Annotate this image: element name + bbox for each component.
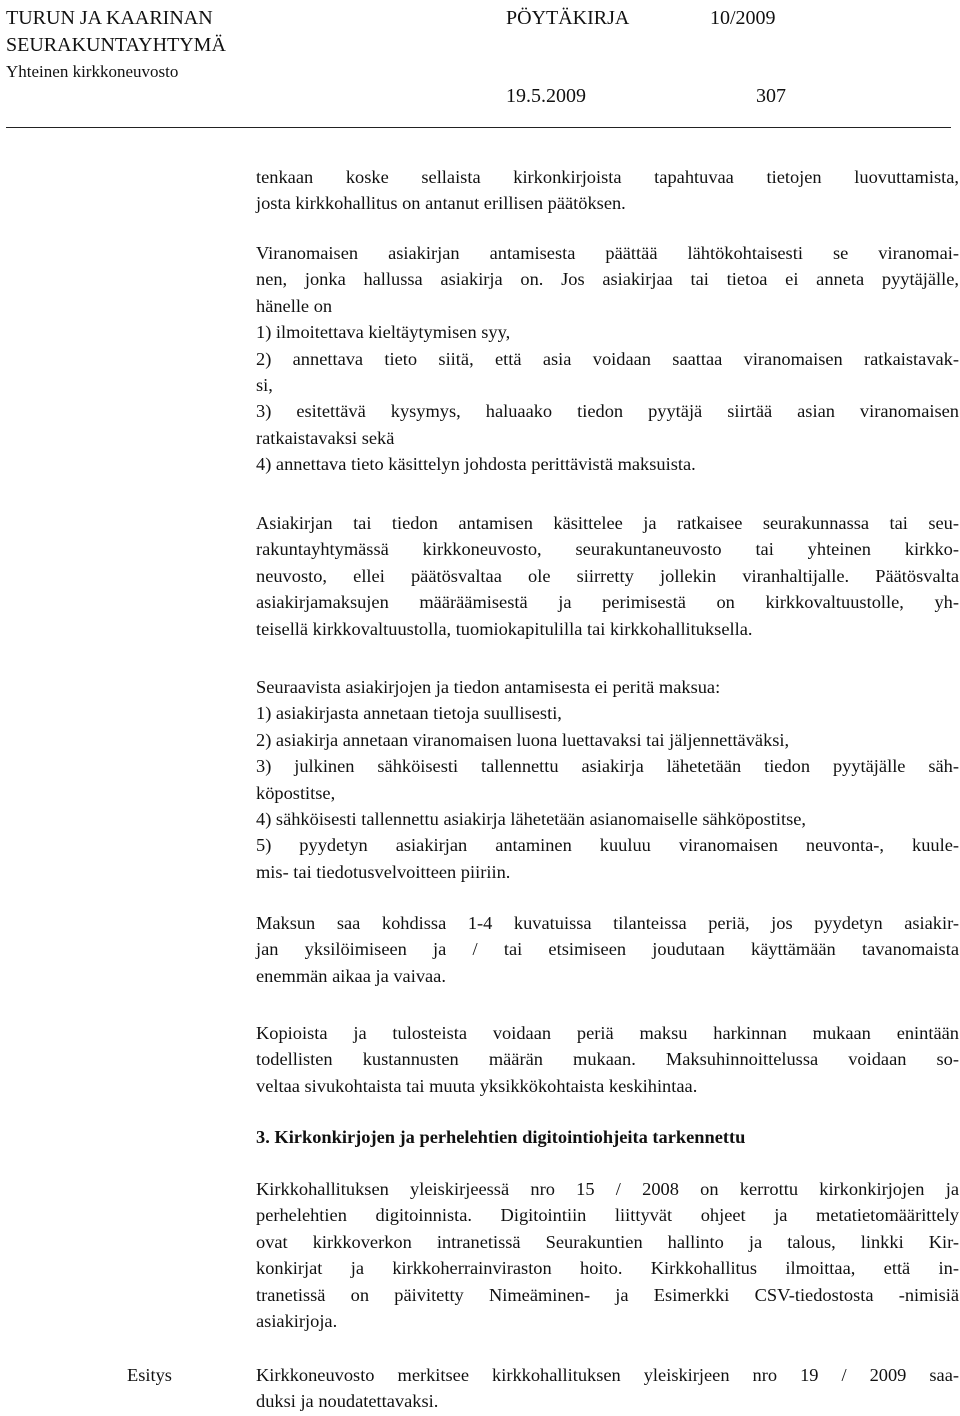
- document-type: PÖYTÄKIRJA: [506, 7, 630, 29]
- text-line: Viranomaisen asiakirjan antamisesta päättää lähtökohtaisesti se viranomai-: [256, 243, 959, 263]
- text-line: veltaa sivukohtaista tai muuta yksikkökohtaista keskihintaa.: [256, 1075, 698, 1096]
- paragraph-3: [256, 510, 959, 642]
- text-line: tranetissä on päivitetty Nimeäminen- ja Esimerkki CSV-tiedostosta -nimisiä: [256, 1284, 959, 1305]
- paragraph-5: [256, 910, 959, 989]
- text-line: tenkaan koske sellaista kirkonkirjoista tapahtuvaa tietojen luovuttamista,: [256, 167, 959, 187]
- proposal-text: [256, 1362, 959, 1415]
- text-line: josta kirkkohallitus on antanut erillisen päätöksen.: [256, 193, 626, 214]
- text-line: Kopioista ja tulosteista voidaan periä maksu harkinnan mukaan enintään: [256, 1023, 959, 1043]
- proposal-label: Esitys: [127, 1365, 172, 1385]
- text-line: Kirkkohallituksen yleiskirjeessä nro 15 / 2008 on kerrottu kirkonkirjojen ja: [256, 1179, 959, 1199]
- org-name-line2: SEURAKUNTAYHTYMÄ: [6, 34, 226, 56]
- text-line: nen, jonka hallussa asiakirja on. Jos asiakirjaa tai tietoa ei anneta pyytäjälle,: [256, 269, 959, 290]
- header-divider: [6, 127, 951, 128]
- text-line: mis- tai tiedotusvelvoitteen piiriin.: [256, 861, 511, 882]
- document-number: 10/2009: [710, 7, 776, 29]
- text-line: teisellä kirkkovaltuustolla, tuomiokapitulilla tai kirkkohallituksella.: [256, 618, 753, 639]
- meeting-date: 19.5.2009: [506, 85, 586, 107]
- paragraph-1: [256, 164, 959, 217]
- paragraph-2: [256, 240, 959, 478]
- text-line: konkirjat ja kirkkoherrainviraston hoito. Kirkkohallitus ilmoittaa, että in-: [256, 1258, 959, 1279]
- paragraph-6: [256, 1020, 959, 1099]
- text-line: rakuntayhtymässä kirkkoneuvosto, seurakuntaneuvosto tai yhteinen kirkko-: [256, 539, 959, 560]
- text-line: 1) asiakirjasta annetaan tietoja suullisesti,: [256, 703, 562, 724]
- section-heading: 3. Kirkonkirjojen ja perhelehtien digitointiohjeita tarkennettu: [256, 1127, 746, 1147]
- text-line: ratkaistavaksi sekä: [256, 427, 395, 448]
- org-name-line1: TURUN JA KAARINAN: [6, 7, 213, 29]
- text-line: jan yksilöimiseen ja / tai etsimiseen joudutaan käyttämään tavanomaista: [256, 939, 959, 960]
- text-line: 4) annettava tieto käsittelyn johdosta perittävistä maksuista.: [256, 454, 696, 475]
- text-line: köpostitse,: [256, 782, 336, 803]
- text-line: Maksun saa kohdissa 1-4 kuvatuissa tilanteissa periä, jos pyydetyn asiakir-: [256, 913, 959, 933]
- text-line: Seuraavista asiakirjojen ja tiedon antamisesta ei peritä maksua:: [256, 677, 721, 697]
- paragraph-4: [256, 674, 959, 885]
- text-line: neuvosto, ellei päätösvaltaa ole siirretty jollekin viranhaltijalle. Päätösvalta: [256, 565, 959, 586]
- text-line: 3) esitettävä kysymys, haluaako tiedon pyytäjä siirtää asian viranomaisen: [256, 401, 959, 422]
- text-line: 3) julkinen sähköisesti tallennettu asiakirja lähetetään tiedon pyytäjälle säh-: [256, 756, 959, 777]
- text-line: 1) ilmoitettava kieltäytymisen syy,: [256, 322, 511, 343]
- text-line: asiakirjoja.: [256, 1311, 338, 1332]
- text-line: hänelle on: [256, 295, 333, 316]
- text-line: perhelehtien digitoinnista. Digitointiin liittyvät ohjeet ja metatietomäärittely: [256, 1205, 959, 1226]
- section-body: [256, 1176, 959, 1334]
- text-line: si,: [256, 375, 273, 396]
- text-line: asiakirjamaksujen määräämisestä ja perimisestä on kirkkovaltuustolle, yh-: [256, 592, 959, 613]
- page-number: 307: [756, 85, 786, 107]
- text-line: enemmän aikaa ja vaivaa.: [256, 965, 446, 986]
- text-line: 2) asiakirja annetaan viranomaisen luona luettavaksi tai jäljennettäväksi,: [256, 729, 790, 750]
- text-line: todellisten kustannusten määrän mukaan. Maksuhinnoittelussa voidaan so-: [256, 1049, 959, 1070]
- text-line: ovat kirkkoverkon intranetissä Seurakuntien hallinto ja talous, linkki Kir-: [256, 1231, 959, 1252]
- text-line: 5) pyydetyn asiakirjan antaminen kuuluu viranomaisen neuvonta-, kuule-: [256, 835, 959, 856]
- body-name: Yhteinen kirkkoneuvosto: [6, 62, 179, 81]
- text-line: Asiakirjan tai tiedon antamisen käsittelee ja ratkaisee seurakunnassa tai seu-: [256, 513, 959, 533]
- text-line: 4) sähköisesti tallennettu asiakirja lähetetään asianomaiselle sähköpostitse,: [256, 809, 807, 830]
- text-line: 2) annettava tieto siitä, että asia voidaan saattaa viranomaisen ratkaistavak-: [256, 348, 959, 369]
- text-line: Kirkkoneuvosto merkitsee kirkkohallituksen yleiskirjeen nro 19 / 2009 saa-: [256, 1365, 959, 1385]
- text-line: duksi ja noudatettavaksi.: [256, 1391, 439, 1412]
